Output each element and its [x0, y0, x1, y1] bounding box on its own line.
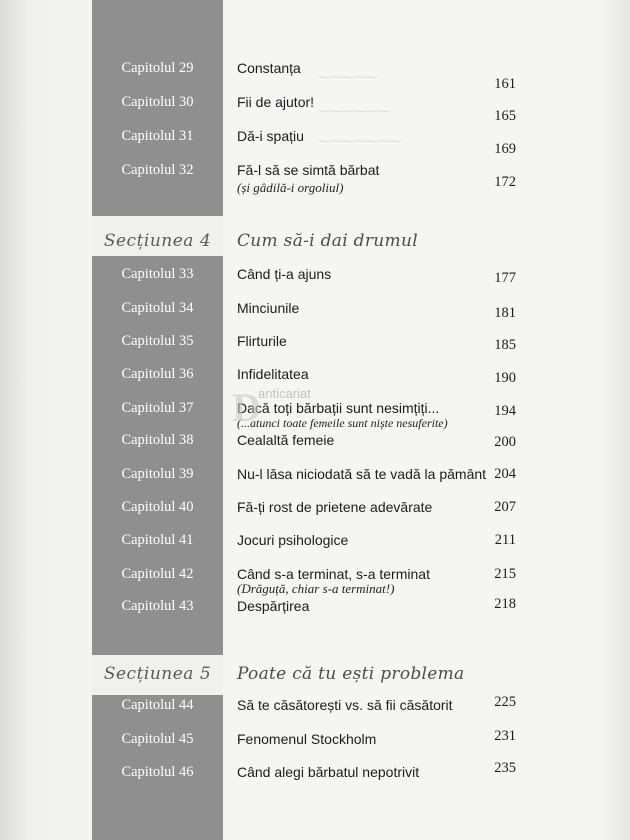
chapter-title: Nu-l lăsa niciodată să te vadă la pământ	[237, 466, 487, 482]
page-number: 218	[494, 596, 516, 612]
page-number: 204	[494, 466, 516, 482]
page-number: 215	[494, 566, 516, 582]
page-number: 200	[494, 434, 516, 450]
chapter-number: Capitolul 31	[121, 128, 194, 144]
chapter-title: Minciunile	[237, 300, 300, 316]
page-number: 181	[494, 305, 516, 321]
chapter-title: Despărțirea	[237, 598, 310, 614]
bleed-through-text: ⁓⁓⁓⁓⁓	[318, 70, 378, 84]
bleed-through-text: ⁓⁓⁓⁓⁓⁓	[318, 104, 390, 118]
page-number: 161	[494, 76, 516, 92]
chapter-title: Să te căsătorești vs. să fii căsătorit	[237, 697, 453, 713]
chapter-number: Capitolul 32	[121, 162, 194, 178]
chapter-title: Când alegi bărbatul nepotrivit	[237, 764, 420, 780]
page-number: 207	[494, 499, 516, 515]
page-number: 225	[494, 694, 516, 710]
chapter-number: Capitolul 33	[121, 266, 194, 282]
page-number: 177	[494, 270, 516, 286]
chapter-title: Fii de ajutor!	[237, 94, 315, 110]
watermark-logo	[232, 384, 392, 434]
chapter-subtitle: (...atunci toate femeile sunt niște nesuferite)	[237, 416, 448, 430]
chapter-number: Capitolul 44	[121, 697, 194, 713]
page-number: 172	[494, 174, 516, 190]
chapter-number: Capitolul 37	[121, 400, 194, 416]
chapter-title: Dacă toți bărbații sunt nesimțiți...	[237, 400, 440, 416]
chapter-title: Când ți-a ajuns	[237, 266, 332, 282]
bleed-through-text: ⁓⁓⁓⁓⁓⁓⁓	[318, 134, 402, 148]
chapter-number: Capitolul 38	[121, 432, 194, 448]
page-number: 169	[494, 141, 516, 157]
chapter-title: Flirturile	[237, 333, 287, 349]
chapter-title: Jocuri psihologice	[237, 532, 349, 548]
section-title: Poate că tu ești problema	[237, 664, 465, 684]
chapter-number: Capitolul 35	[121, 333, 194, 349]
page-number: 185	[494, 337, 516, 353]
page-number: 211	[494, 532, 516, 548]
chapter-number: Capitolul 30	[121, 94, 194, 110]
chapter-title: Fă-ți rost de prietene adevărate	[237, 499, 433, 515]
chapter-subtitle: (și gâdilă-i orgoliul)	[237, 180, 344, 195]
chapter-number: Capitolul 29	[121, 60, 194, 76]
chapter-title: Dă-i spațiu	[237, 128, 304, 144]
watermark-text: anticariat	[258, 386, 311, 401]
page-number: 190	[494, 370, 516, 386]
section-label: Secțiunea 5	[103, 664, 212, 684]
page-number: 235	[494, 760, 516, 776]
chapter-number: Capitolul 43	[121, 598, 194, 614]
chapter-title: Infidelitatea	[237, 366, 309, 382]
chapter-number: Capitolul 41	[121, 532, 194, 548]
chapter-number: Capitolul 34	[121, 300, 194, 316]
section-title: Cum să-i dai drumul	[237, 231, 418, 251]
watermark-letter: D	[232, 385, 261, 430]
chapter-number: Capitolul 39	[121, 466, 194, 482]
chapter-subtitle: (Drăguță, chiar s-a terminat!)	[237, 581, 395, 596]
section-label: Secțiunea 4	[103, 231, 212, 251]
page-number: 165	[494, 108, 516, 124]
page-number: 194	[494, 403, 516, 419]
chapter-number: Capitolul 46	[121, 764, 194, 780]
chapter-title: Când s-a terminat, s-a terminat	[237, 566, 430, 582]
chapter-title: Constanța	[237, 60, 301, 76]
chapter-title: Fă-l să se simtă bărbat	[237, 162, 380, 178]
chapter-title: Fenomenul Stockholm	[237, 731, 377, 747]
chapter-number: Capitolul 40	[121, 499, 194, 515]
chapter-label-band	[92, 0, 223, 840]
chapter-number: Capitolul 45	[121, 731, 194, 747]
page-number: 231	[494, 728, 516, 744]
chapter-title: Cealaltă femeie	[237, 432, 335, 448]
chapter-number: Capitolul 36	[121, 366, 194, 382]
chapter-number: Capitolul 42	[121, 566, 194, 582]
